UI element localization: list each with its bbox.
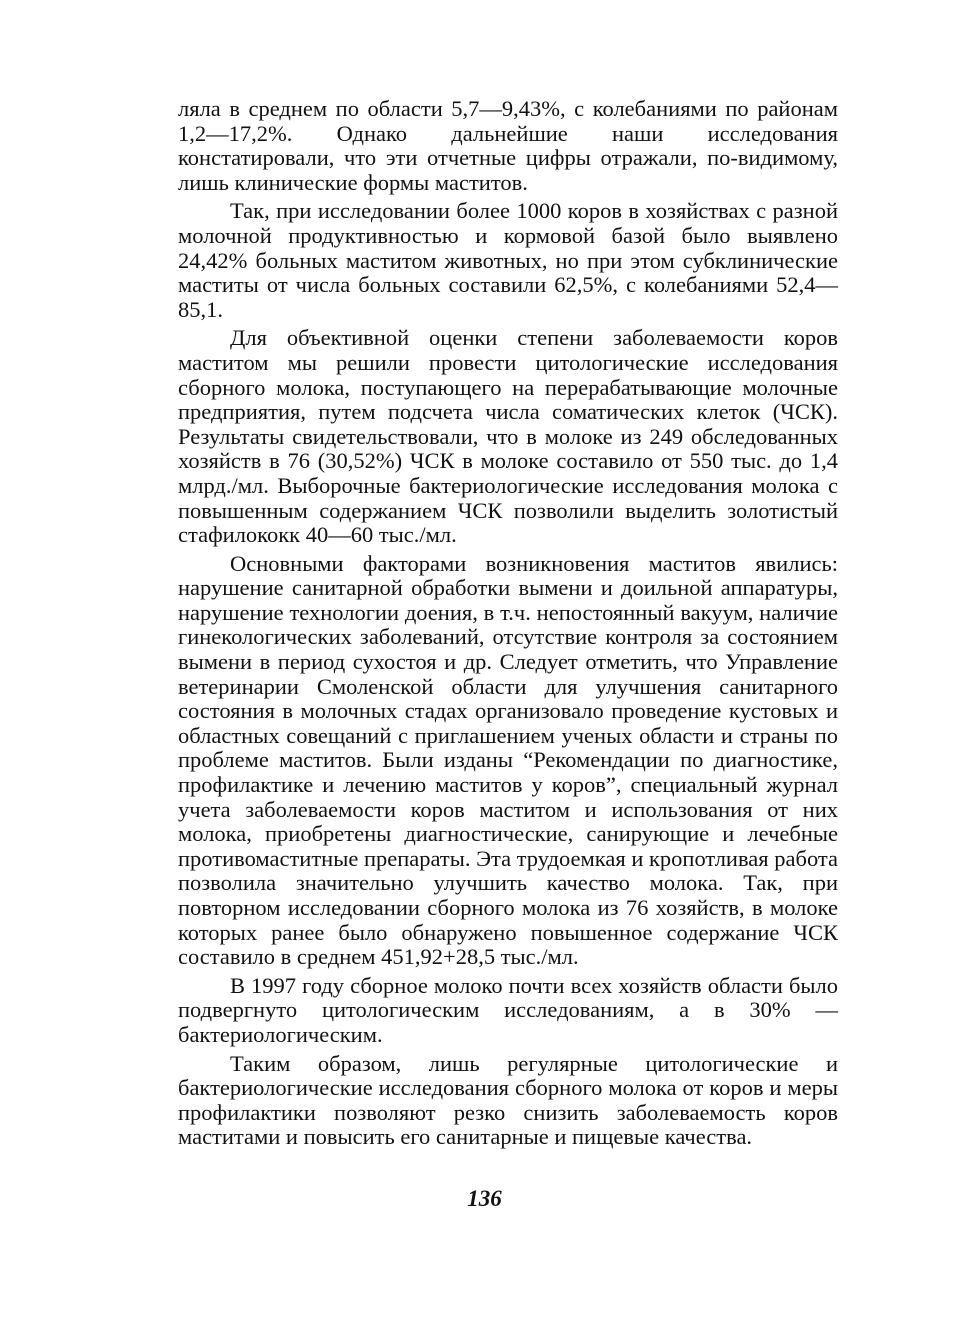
body-text — [178, 97, 838, 1154]
paragraph-4: Основными факторами возникновения маститов явились: нарушение санитарной обработки вымени и доильной аппаратуры, нарушение технологии доения, в т.ч. непостоянный вакуум, наличие гинекологических заболеваний, отсутствие контроля за состоянием вымени в период сухостоя и др. Следует отметить, что Управление ветеринарии Смоленской области для улучшения санитарного состояния в молочных стадах организовало проведение кустовых и областных совещаний с приглашением ученых области и страны по проблеме маститов. Были изданы “Рекомендации по диагностике, профилактике и лечению маститов у коров”, специальный журнал учета заболеваемости коров маститом и использования от них молока, приобретены диагностические, санирующие и лечебные противомаститные препараты. Эта трудоемкая и кропотливая работа позволила значительно улучшить качество молока. Так, при повторном исследовании сборного молока из 76 хозяйств, в молоке которых ранее было обнаружено повышенное содержание ЧСК составило в среднем 451,92+28,5 тыс./мл. — [178, 550, 838, 970]
paragraph-2: Так, при исследовании более 1000 коров в хозяйствах с разной молочной продуктивностью и кормовой базой было выявлено 24,42% больных маститом животных, но при этом субклинические маститы от числа больных составили 62,5%, с колебаниями 52,4—85,1. — [178, 198, 838, 322]
page-number: 136 — [467, 1186, 502, 1211]
paragraph-5: В 1997 году сборное молоко почти всех хозяйств области было подвергнуто цитологическим исследованиям, а в 30% — бактериологическим. — [178, 972, 838, 1047]
paragraph-6: Таким образом, лишь регулярные цитологические и бактериологические исследования сборного молока от коров и меры профилактики позволяют резко снизить заболеваемость коров маститами и повысить его санитарные и пищевые качества. — [178, 1050, 838, 1150]
paragraph-1: ляла в среднем по области 5,7—9,43%, с колебаниями по районам 1,2—17,2%. Однако дальнейшие наши исследования констатировали, что эти отчетные цифры отражали, по-видимому, лишь клинические формы маститов. — [178, 96, 838, 195]
paragraph-3: Для объективной оценки степени заболеваемости коров маститом мы решили провести цитологические исследования сборного молока, поступающего на перерабатывающие молочные предприятия, путем подсчета числа соматических клеток (ЧСК). Результаты свидетельствовали, что в молоке из 249 обследованных хозяйств в 76 (30,52%) ЧСК в молоке составило от 550 тыс. до 1,4 млрд./мл. Выборочные бактериологические исследования молока с повышенным содержанием ЧСК позволили выделить золотистый стафилококк 40—60 тыс./мл. — [178, 325, 838, 548]
